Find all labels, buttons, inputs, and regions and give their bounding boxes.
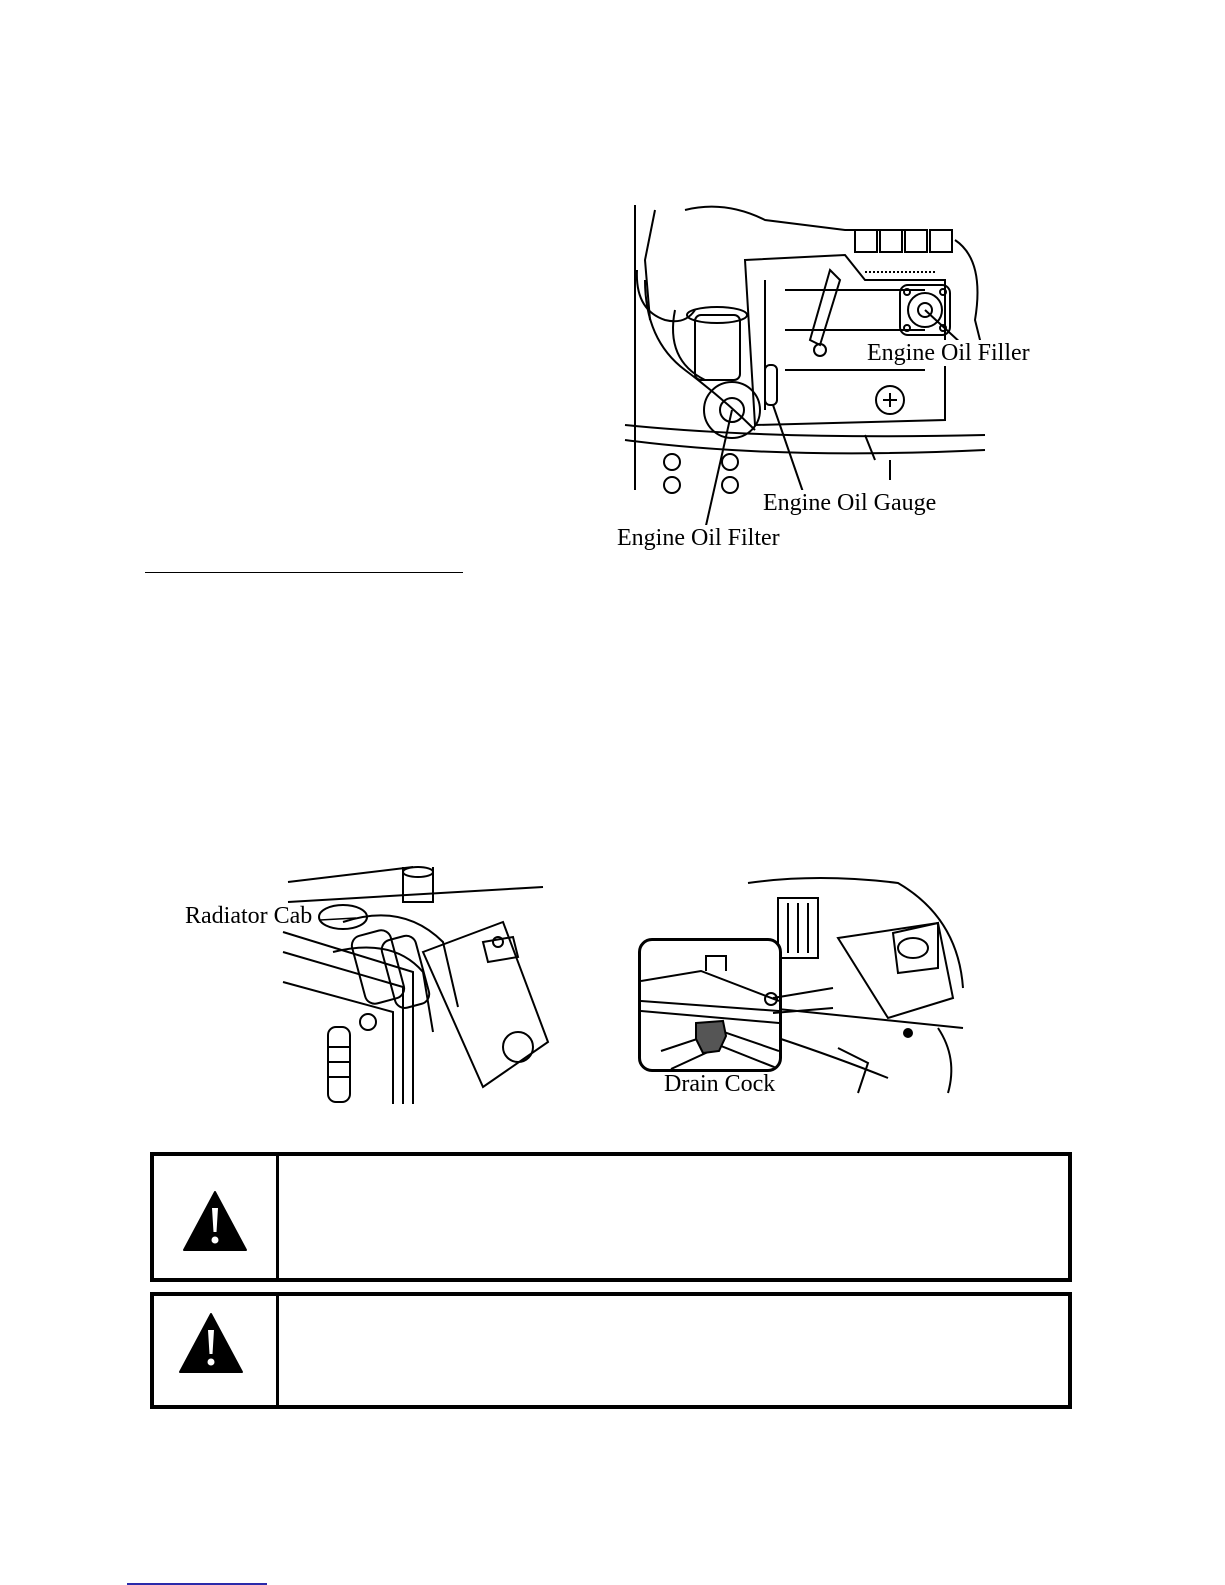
warning-icon-cell <box>154 1156 279 1278</box>
radiator-figure <box>283 862 551 1104</box>
drain-cock-inset <box>638 938 782 1072</box>
section-divider <box>145 572 463 573</box>
radiator-illustration <box>283 862 551 1104</box>
drain-figure <box>638 878 966 1093</box>
warning-text-cell <box>279 1156 1068 1278</box>
engine-figure <box>625 200 1030 516</box>
warning-triangle-icon <box>178 1312 244 1374</box>
engine-oil-filter-label: Engine Oil Filter <box>617 525 780 551</box>
warning-box-1 <box>150 1152 1072 1282</box>
warning-box-2 <box>150 1292 1072 1409</box>
engine-oil-gauge-label: Engine Oil Gauge <box>763 490 937 516</box>
drain-cock-label: Drain Cock <box>664 1071 776 1097</box>
radiator-cap-label: Radiator Cab <box>185 903 313 929</box>
engine-oil-filler-label: Engine Oil Filler <box>867 340 1030 366</box>
warning-triangle-icon <box>182 1190 248 1252</box>
warning-icon-cell <box>154 1296 279 1405</box>
radiator-cap-leader <box>320 910 360 930</box>
warning-text-cell <box>279 1296 1068 1405</box>
